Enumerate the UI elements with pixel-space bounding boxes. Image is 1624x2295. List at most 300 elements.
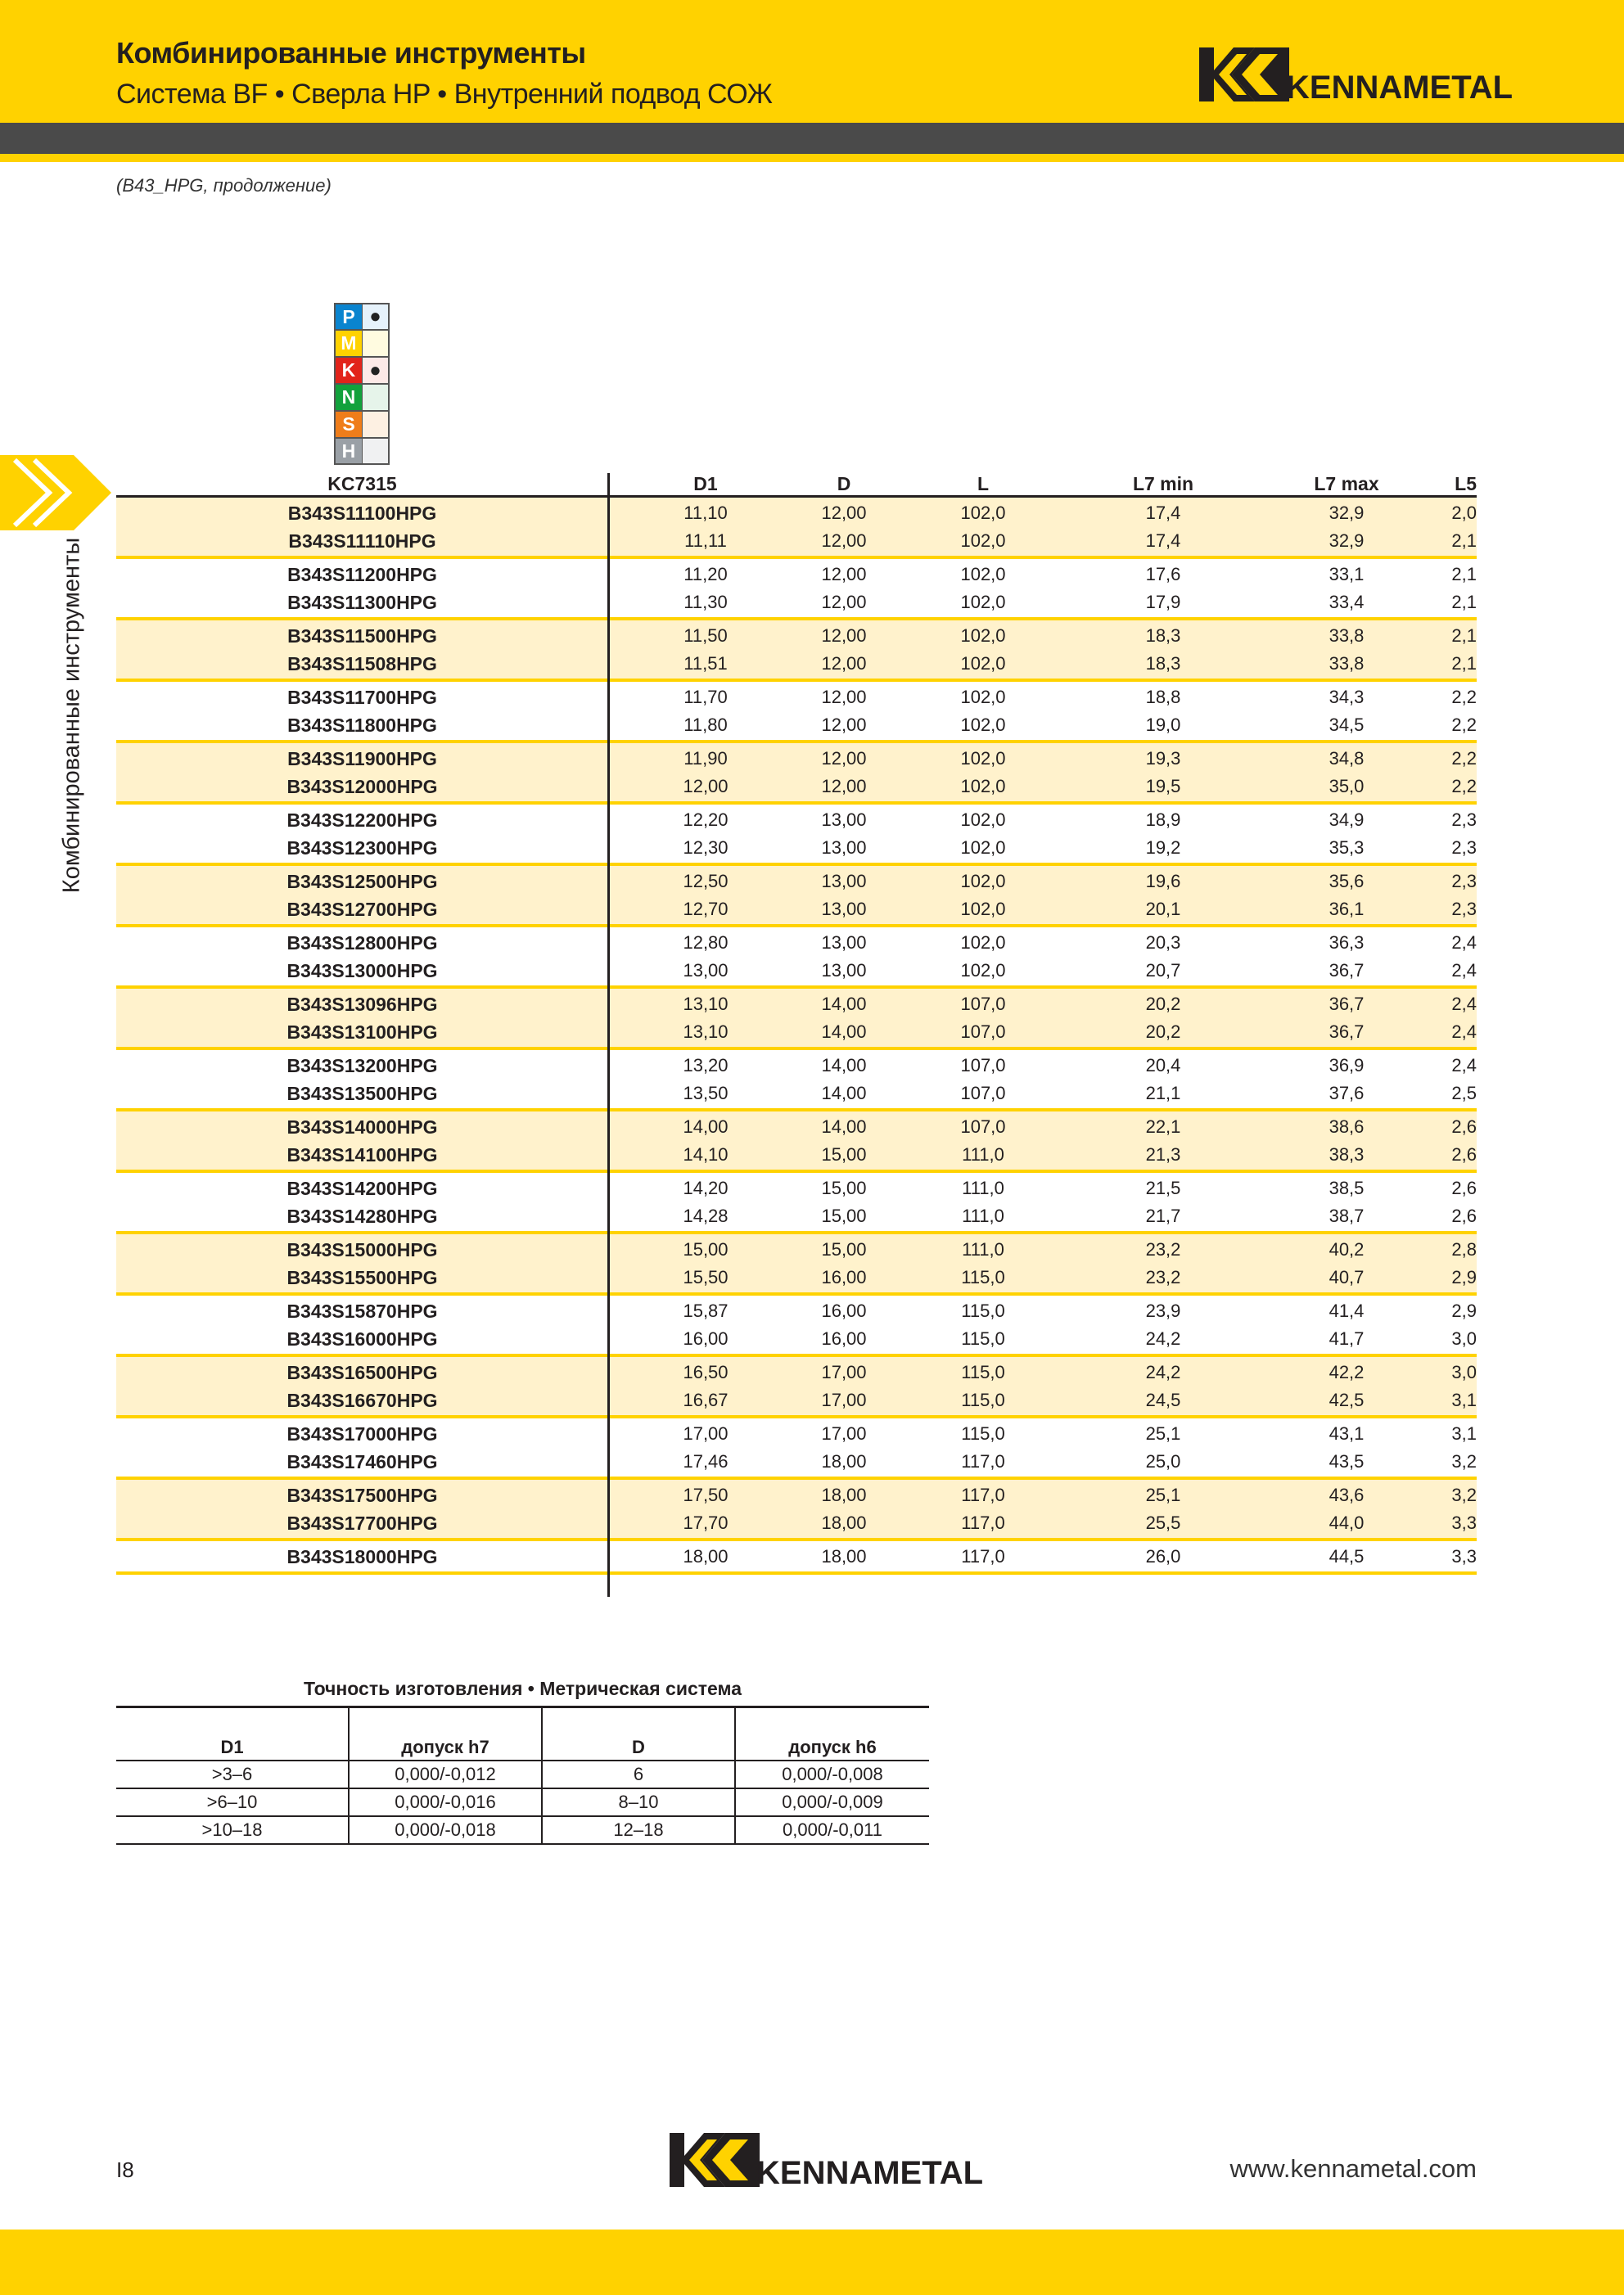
cell-d: 14,00	[821, 1021, 867, 1042]
cell-l: 102,0	[960, 748, 1006, 769]
cell-l5: 3,3	[1451, 1546, 1477, 1567]
tolerance-cell: 0,000/-0,011	[735, 1816, 929, 1844]
tolerance-cell: 0,000/-0,008	[735, 1761, 929, 1788]
cell-l5: 2,3	[1451, 837, 1477, 858]
table-row-group	[116, 682, 1477, 743]
cell-l7-min: 21,5	[1145, 1178, 1181, 1198]
footer-url-link[interactable]: www.kennametal.com	[1229, 2154, 1477, 2183]
cell-l: 107,0	[960, 1116, 1006, 1137]
cell-designation: B343S15000HPG	[286, 1238, 438, 1260]
cell-d1: 11,80	[683, 715, 728, 735]
cell-d: 18,00	[821, 1513, 867, 1533]
cell-l5: 2,3	[1451, 809, 1477, 830]
tolerance-cell: >3–6	[116, 1761, 349, 1788]
cell-l7-max: 33,8	[1329, 653, 1365, 674]
cell-l: 111,0	[962, 1144, 1004, 1165]
header-title: Комбинированные инструменты	[116, 36, 586, 70]
cell-l7-min: 25,5	[1145, 1513, 1181, 1533]
table-row	[116, 1113, 1477, 1141]
cell-d1: 11,11	[684, 530, 727, 551]
product-table-header	[116, 473, 1477, 498]
cell-designation: B343S17000HPG	[286, 1423, 438, 1445]
table-row	[116, 990, 1477, 1018]
cell-d: 13,00	[821, 871, 867, 891]
cell-d1: 11,51	[683, 653, 728, 674]
material-letter: S	[336, 412, 363, 437]
cell-l: 102,0	[960, 530, 1006, 551]
tolerance-header-h7: допуск h7	[349, 1707, 542, 1761]
table-row	[116, 745, 1477, 773]
table-row	[116, 1141, 1477, 1169]
cell-l5: 3,2	[1451, 1485, 1477, 1505]
cell-l7-min: 23,2	[1145, 1239, 1181, 1260]
tolerance-cell: >10–18	[116, 1816, 349, 1844]
cell-d: 14,00	[821, 1116, 867, 1137]
cell-d1: 12,80	[683, 932, 729, 953]
cell-l7-min: 26,0	[1145, 1546, 1181, 1567]
cell-d1: 12,50	[683, 871, 729, 891]
cell-l7-max: 36,3	[1329, 932, 1365, 953]
cell-d: 18,00	[821, 1546, 867, 1567]
cell-l: 117,0	[961, 1485, 1005, 1505]
cell-d: 12,00	[821, 776, 867, 796]
cell-l7-max: 40,7	[1329, 1267, 1365, 1287]
cell-designation: B343S18000HPG	[286, 1545, 438, 1567]
table-row-group	[116, 1050, 1477, 1111]
cell-l7-max: 41,4	[1329, 1301, 1365, 1321]
cell-l: 102,0	[960, 837, 1006, 858]
cell-l5: 2,6	[1451, 1116, 1477, 1137]
tolerance-cell: 0,000/-0,018	[349, 1816, 542, 1844]
cell-l7-max: 34,3	[1329, 687, 1365, 707]
cell-designation: B343S11700HPG	[287, 686, 437, 708]
cell-d: 12,00	[821, 564, 867, 584]
cell-d1: 16,50	[683, 1362, 729, 1382]
cell-l7-max: 41,7	[1329, 1328, 1365, 1349]
cell-designation: B343S12200HPG	[286, 809, 438, 831]
cell-d1: 11,30	[683, 592, 728, 612]
table-row-group	[116, 1480, 1477, 1541]
cell-l5: 3,1	[1451, 1423, 1477, 1444]
tolerance-header-row	[116, 1707, 929, 1761]
tolerance-cell: 8–10	[542, 1788, 735, 1816]
svg-text:KENNAMETAL: KENNAMETAL	[756, 2155, 984, 2191]
cell-d1: 12,20	[683, 809, 729, 830]
cell-d: 17,00	[821, 1362, 867, 1382]
material-letter: N	[336, 385, 363, 410]
table-row	[116, 1052, 1477, 1080]
cell-l: 102,0	[960, 809, 1006, 830]
cell-l5: 2,4	[1451, 960, 1477, 981]
cell-l7-min: 21,1	[1145, 1083, 1181, 1103]
cell-d: 15,00	[821, 1144, 867, 1165]
cell-l7-max: 44,5	[1329, 1546, 1365, 1567]
tolerance-table-body	[116, 1761, 929, 1844]
cell-l7-max: 36,1	[1329, 899, 1365, 919]
cell-designation: B343S17700HPG	[286, 1512, 438, 1534]
cell-d1: 17,50	[683, 1485, 729, 1505]
cell-d: 12,00	[821, 592, 867, 612]
table-row	[116, 711, 1477, 739]
cell-l: 117,0	[961, 1546, 1005, 1567]
cell-l5: 3,3	[1451, 1513, 1477, 1533]
material-row-s	[334, 411, 390, 438]
cell-l7-min: 24,5	[1145, 1390, 1181, 1410]
cell-d: 13,00	[821, 960, 867, 981]
cell-d: 12,00	[821, 503, 867, 523]
cell-l5: 2,9	[1451, 1301, 1477, 1321]
cell-l5: 2,3	[1451, 899, 1477, 919]
cell-l: 102,0	[960, 932, 1006, 953]
cell-l5: 2,4	[1451, 1021, 1477, 1042]
cell-d1: 15,87	[683, 1301, 729, 1321]
cell-l5: 2,4	[1451, 1055, 1477, 1075]
material-grid	[334, 303, 390, 465]
cell-l7-min: 17,4	[1145, 530, 1181, 551]
material-row-n	[334, 384, 390, 411]
tolerance-cell: 0,000/-0,012	[349, 1761, 542, 1788]
cell-l7-min: 17,6	[1145, 564, 1181, 584]
cell-l5: 2,6	[1451, 1178, 1477, 1198]
cell-l5: 2,1	[1451, 530, 1477, 551]
table-row	[116, 499, 1477, 527]
material-letter: K	[336, 358, 363, 383]
cell-d: 13,00	[821, 932, 867, 953]
cell-l7-max: 36,7	[1329, 1021, 1365, 1042]
table-row	[116, 1175, 1477, 1202]
cell-designation: B343S15500HPG	[286, 1266, 438, 1288]
cell-l: 102,0	[960, 625, 1006, 646]
cell-d: 13,00	[821, 899, 867, 919]
cell-l5: 2,4	[1451, 994, 1477, 1014]
cell-d1: 12,70	[683, 899, 729, 919]
cell-d: 14,00	[821, 994, 867, 1014]
table-row-group	[116, 989, 1477, 1050]
table-row	[116, 1236, 1477, 1264]
cell-d1: 14,10	[683, 1144, 729, 1165]
cell-d1: 17,00	[683, 1423, 729, 1444]
cell-designation: B343S11100HPG	[287, 502, 437, 524]
cell-l7-min: 17,9	[1145, 592, 1181, 612]
header-l: L	[977, 473, 990, 494]
cell-l7-min: 23,9	[1145, 1301, 1181, 1321]
cell-l7-max: 36,9	[1329, 1055, 1365, 1075]
material-letter: M	[336, 331, 363, 356]
cell-l7-max: 38,3	[1329, 1144, 1365, 1165]
cell-l7-max: 34,8	[1329, 748, 1365, 769]
cell-l7-min: 19,2	[1145, 837, 1181, 858]
cell-d1: 13,20	[683, 1055, 729, 1075]
cell-l5: 2,2	[1451, 776, 1477, 796]
cell-l: 117,0	[961, 1451, 1005, 1472]
cell-d: 12,00	[821, 715, 867, 735]
cell-d: 16,00	[821, 1328, 867, 1349]
cell-l7-max: 32,9	[1329, 503, 1365, 523]
cell-designation: B343S11500HPG	[287, 624, 437, 647]
cell-l7-min: 19,0	[1145, 715, 1181, 735]
cell-l7-max: 44,0	[1329, 1513, 1365, 1533]
cell-l: 102,0	[960, 592, 1006, 612]
cell-designation: B343S11508HPG	[287, 652, 437, 674]
cell-l5: 3,1	[1451, 1390, 1477, 1410]
table-row-group	[116, 1234, 1477, 1296]
table-row	[116, 527, 1477, 555]
header-l5: L5	[1455, 473, 1477, 494]
cell-d1: 11,50	[683, 625, 728, 646]
table-row	[116, 1018, 1477, 1046]
table-row-group	[116, 1111, 1477, 1173]
cell-l: 102,0	[960, 653, 1006, 674]
cell-designation: B343S16000HPG	[286, 1328, 438, 1350]
cell-l: 102,0	[960, 776, 1006, 796]
cell-designation: B343S11900HPG	[287, 747, 437, 769]
table-row-group	[116, 1357, 1477, 1418]
continuation-note: (B43_HPG, продолжение)	[116, 175, 332, 196]
cell-l: 102,0	[960, 687, 1006, 707]
material-applicable-dot-icon: ●	[363, 358, 388, 383]
cell-designation: B343S11800HPG	[287, 714, 437, 736]
table-row	[116, 1080, 1477, 1107]
header-l7-max: L7 max	[1314, 473, 1379, 494]
table-row-group	[116, 927, 1477, 989]
kennametal-footer-logo	[670, 2133, 984, 2191]
cell-l7-max: 32,9	[1329, 530, 1365, 551]
cell-designation: B343S12800HPG	[286, 931, 438, 954]
table-row-group	[116, 1418, 1477, 1480]
cell-l5: 2,8	[1451, 1239, 1477, 1260]
table-row	[116, 1386, 1477, 1414]
side-chevron-icon	[0, 455, 111, 530]
cell-l5: 2,1	[1451, 653, 1477, 674]
cell-l7-min: 21,3	[1145, 1144, 1181, 1165]
cell-l7-max: 43,5	[1329, 1451, 1365, 1472]
cell-d1: 13,10	[683, 1021, 729, 1042]
cell-l7-min: 20,4	[1145, 1055, 1181, 1075]
cell-d1: 16,67	[683, 1390, 729, 1410]
cell-d1: 16,00	[683, 1328, 729, 1349]
cell-l: 107,0	[960, 1021, 1006, 1042]
cell-l: 102,0	[960, 871, 1006, 891]
cell-l7-max: 33,8	[1329, 625, 1365, 646]
cell-l: 107,0	[960, 1055, 1006, 1075]
material-row-p	[334, 303, 390, 330]
tolerance-header-d: D	[542, 1707, 735, 1761]
table-row-group	[116, 1173, 1477, 1234]
cell-l7-max: 35,3	[1329, 837, 1365, 858]
cell-l5: 2,2	[1451, 715, 1477, 735]
cell-d1: 17,70	[683, 1513, 729, 1533]
table-row	[116, 683, 1477, 711]
cell-d1: 14,00	[683, 1116, 729, 1137]
cell-l7-max: 42,2	[1329, 1362, 1365, 1382]
cell-l: 107,0	[960, 994, 1006, 1014]
table-row	[116, 1264, 1477, 1292]
cell-l7-max: 35,0	[1329, 776, 1365, 796]
cell-l: 115,0	[961, 1301, 1005, 1321]
cell-l7-max: 38,7	[1329, 1206, 1365, 1226]
cell-l7-min: 19,3	[1145, 748, 1181, 769]
table-row-group	[116, 1296, 1477, 1357]
tolerance-table	[116, 1706, 929, 1845]
cell-designation: B343S15870HPG	[286, 1300, 438, 1322]
cell-d1: 13,50	[683, 1083, 729, 1103]
cell-l7-min: 19,6	[1145, 871, 1181, 891]
cell-designation: B343S13200HPG	[286, 1054, 438, 1076]
cell-l: 102,0	[960, 564, 1006, 584]
cell-d: 14,00	[821, 1055, 867, 1075]
material-empty-cell	[363, 412, 388, 437]
cell-designation: B343S13100HPG	[286, 1021, 438, 1043]
cell-designation: B343S17460HPG	[286, 1450, 438, 1472]
header-subtitle: Система BF • Сверла HP • Внутренний подвод СОЖ	[116, 79, 773, 110]
cell-l7-min: 18,8	[1145, 687, 1181, 707]
cell-l7-max: 38,5	[1329, 1178, 1365, 1198]
table-row	[116, 622, 1477, 650]
cell-d1: 17,46	[683, 1451, 729, 1472]
page-number: I8	[116, 2157, 134, 2182]
cell-l: 111,0	[962, 1206, 1004, 1226]
material-letter: P	[336, 304, 363, 329]
cell-l: 115,0	[961, 1423, 1005, 1444]
material-empty-cell	[363, 385, 388, 410]
table-row	[116, 806, 1477, 834]
cell-l: 102,0	[960, 960, 1006, 981]
header-d: D	[837, 473, 851, 494]
cell-designation: B343S12500HPG	[286, 870, 438, 892]
tolerance-row	[116, 1761, 929, 1788]
kennametal-logo	[1199, 47, 1513, 106]
cell-d: 15,00	[821, 1178, 867, 1198]
cell-d: 14,00	[821, 1083, 867, 1103]
cell-d1: 11,90	[683, 748, 728, 769]
cell-l7-max: 37,6	[1329, 1083, 1365, 1103]
cell-d1: 13,10	[683, 994, 729, 1014]
cell-l7-max: 36,7	[1329, 960, 1365, 981]
cell-designation: B343S12300HPG	[286, 836, 438, 859]
cell-d: 17,00	[821, 1390, 867, 1410]
tolerance-row	[116, 1816, 929, 1844]
table-row	[116, 561, 1477, 588]
table-row-group	[116, 805, 1477, 866]
cell-l7-min: 18,3	[1145, 653, 1181, 674]
cell-d: 12,00	[821, 653, 867, 674]
cell-l: 115,0	[961, 1267, 1005, 1287]
cell-l5: 2,1	[1451, 625, 1477, 646]
tolerance-cell: >6–10	[116, 1788, 349, 1816]
material-row-h	[334, 438, 390, 465]
cell-l7-max: 42,5	[1329, 1390, 1365, 1410]
cell-d: 12,00	[821, 687, 867, 707]
table-row-group	[116, 559, 1477, 620]
cell-l7-min: 25,0	[1145, 1451, 1181, 1472]
tolerance-row	[116, 1788, 929, 1816]
cell-d1: 14,28	[683, 1206, 729, 1226]
cell-l5: 3,0	[1451, 1328, 1477, 1349]
cell-l7-min: 20,2	[1145, 1021, 1181, 1042]
cell-d1: 11,20	[683, 564, 728, 584]
cell-l5: 2,9	[1451, 1267, 1477, 1287]
table-row-group	[116, 743, 1477, 805]
table-row	[116, 1481, 1477, 1509]
cell-designation: B343S13000HPG	[286, 959, 438, 981]
cell-l5: 2,4	[1451, 932, 1477, 953]
cell-l5: 2,2	[1451, 687, 1477, 707]
cell-l5: 2,5	[1451, 1083, 1477, 1103]
cell-d: 16,00	[821, 1301, 867, 1321]
cell-l7-max: 40,2	[1329, 1239, 1365, 1260]
cell-l5: 2,6	[1451, 1206, 1477, 1226]
table-row	[116, 834, 1477, 862]
cell-designation: B343S14000HPG	[286, 1116, 438, 1138]
cell-d: 12,00	[821, 748, 867, 769]
table-row	[116, 1448, 1477, 1476]
cell-designation: B343S16500HPG	[286, 1361, 438, 1383]
cell-l7-min: 20,7	[1145, 960, 1181, 981]
page-header	[0, 0, 1624, 123]
cell-l7-min: 19,5	[1145, 776, 1181, 796]
cell-d: 13,00	[821, 809, 867, 830]
header-kc7315: KC7315	[327, 473, 397, 494]
cell-designation: B343S14200HPG	[286, 1177, 438, 1199]
cell-l7-max: 35,6	[1329, 871, 1365, 891]
cell-designation: B343S12700HPG	[286, 898, 438, 920]
cell-d1: 15,00	[683, 1239, 729, 1260]
cell-l7-max: 33,1	[1329, 564, 1365, 584]
cell-l: 102,0	[960, 503, 1006, 523]
tolerance-header-h6: допуск h6	[735, 1707, 929, 1761]
cell-d: 18,00	[821, 1485, 867, 1505]
cell-d: 15,00	[821, 1239, 867, 1260]
table-row	[116, 929, 1477, 957]
cell-l7-min: 20,1	[1145, 899, 1181, 919]
tolerance-cell: 12–18	[542, 1816, 735, 1844]
svg-text:KENNAMETAL: KENNAMETAL	[1286, 70, 1513, 106]
table-row	[116, 1297, 1477, 1325]
cell-d1: 14,20	[683, 1178, 729, 1198]
table-row	[116, 773, 1477, 800]
product-table	[116, 473, 1477, 1575]
cell-l: 111,0	[962, 1239, 1004, 1260]
cell-l: 107,0	[960, 1083, 1006, 1103]
cell-l7-min: 24,2	[1145, 1328, 1181, 1349]
tolerance-header-d1: D1	[116, 1707, 349, 1761]
cell-l5: 2,2	[1451, 748, 1477, 769]
cell-l7-min: 21,7	[1145, 1206, 1181, 1226]
cell-designation: B343S13500HPG	[286, 1082, 438, 1104]
header-band-gray	[0, 123, 1624, 154]
cell-designation: B343S16670HPG	[286, 1389, 438, 1411]
cell-l7-min: 23,2	[1145, 1267, 1181, 1287]
cell-l7-max: 33,4	[1329, 592, 1365, 612]
cell-designation: B343S12000HPG	[286, 775, 438, 797]
cell-l5: 3,0	[1451, 1362, 1477, 1382]
cell-l7-max: 38,6	[1329, 1116, 1365, 1137]
table-row	[116, 1543, 1477, 1571]
cell-l7-max: 43,1	[1329, 1423, 1365, 1444]
cell-l7-max: 36,7	[1329, 994, 1365, 1014]
cell-d: 16,00	[821, 1267, 867, 1287]
cell-l7-min: 18,9	[1145, 809, 1181, 830]
table-row	[116, 1325, 1477, 1353]
footer-band	[0, 2230, 1624, 2295]
table-row-group	[116, 620, 1477, 682]
cell-d1: 12,00	[683, 776, 729, 796]
cell-d: 15,00	[821, 1206, 867, 1226]
table-row	[116, 1202, 1477, 1230]
table-row-group	[116, 498, 1477, 559]
cell-l7-min: 25,1	[1145, 1423, 1181, 1444]
table-row	[116, 1509, 1477, 1537]
